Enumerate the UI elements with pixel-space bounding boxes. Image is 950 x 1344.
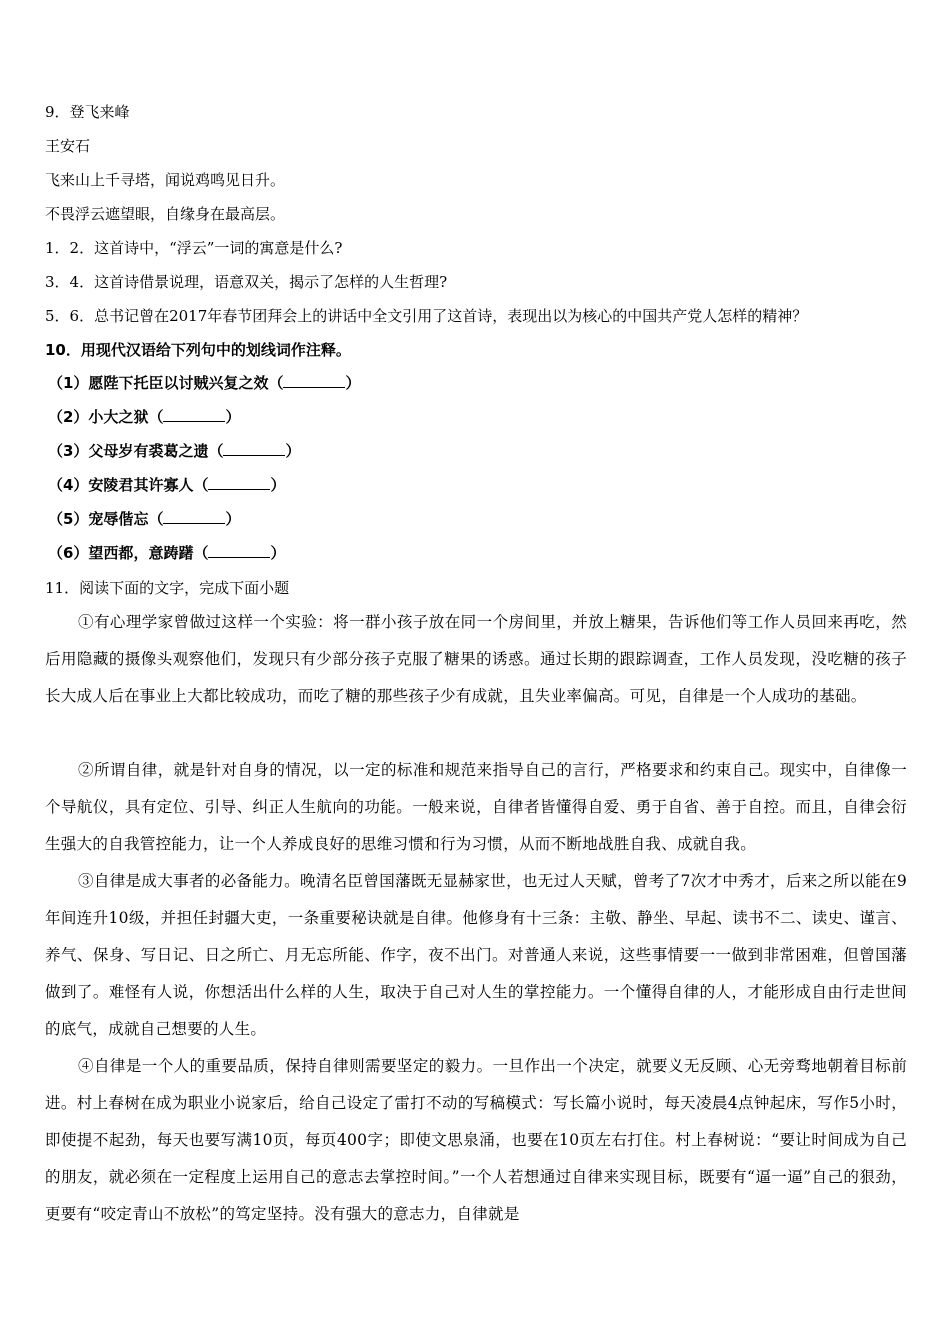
q10-item-close: ） bbox=[225, 408, 241, 426]
q9-subquestion-3: 5．6．总书记曾在2017年春节团拜会上的讲话中全文引用了这首诗，表现出以为核心的中国共产党人怎样的精神？ bbox=[45, 307, 808, 325]
answer-blank[interactable] bbox=[208, 543, 270, 558]
q11-heading: 11．阅读下面的文字，完成下面小题 bbox=[45, 579, 290, 597]
q10-item-text: （3）父母岁有裘葛之遗（ bbox=[48, 442, 224, 460]
q10-item bbox=[48, 373, 360, 393]
passage-paragraph-1: ①有心理学家曾做过这样一个实验：将一群小孩子放在同一个房间里，并放上糖果，告诉他们等工作人员回来再吃，然后用隐藏的摄像头观察他们，发现只有少部分孩子克服了糖果的诱惑。通过长期的跟踪调查，工作人员发现，没吃糖的孩子长大成人后在事业上大都比较成功，而吃了糖的那些孩子少有成就，且失业率偏高。可见，自律是一个人成功的基础。 bbox=[45, 613, 907, 705]
q10-item-text: （6）望西都，意踌躇（ bbox=[48, 544, 209, 562]
q10-heading: 10．用现代汉语给下列句中的划线词作注释。 bbox=[45, 341, 351, 359]
passage-paragraph-3: ③自律是成大事者的必备能力。晚清名臣曾国藩既无显赫家世，也无过人天赋，曾考了7次才中秀才，后来之所以能在9年间连升10级，并担任封疆大吏，一条重要秘诀就是自律。他修身有十三条：主敬、静坐、早起、读书不二、读史、谨言、养气、保身、写日记、日之所亡、月无忘所能、作字，夜不出门。对普通人来说，这些事情要一一做到非常困难，但曾国藩做到了。难怪有人说，你想活出什么样的人生，取决于自己对人生的掌控能力。一个懂得自律的人，才能形成自由行走世间的底气，成就自己想要的人生。 bbox=[45, 872, 907, 1038]
q10-item-close: ） bbox=[270, 476, 286, 494]
answer-blank[interactable] bbox=[208, 475, 270, 490]
poem-line-2: 不畏浮云遮望眼，自缘身在最高层。 bbox=[45, 205, 286, 223]
passage-paragraph-4: ④自律是一个人的重要品质，保持自律则需要坚定的毅力。一旦作出一个决定，就要义无反顾、心无旁骛地朝着目标前进。村上春树在成为职业小说家后，给自己设定了雷打不动的写稿模式：写长篇小说时，每天凌晨4点钟起床，写作5小时，即使提不起劲，每天也要写满10页，每页400字；即使文思泉涌，也要在10页左右打住。村上春树说：“要让时间成为自己的朋友，就必须在一定程度上运用自己的意志去掌控时间。”一个人若想通过自律来实现目标，既要有“逼一逼”自己的狠劲，更要有“咬定青山不放松”的笃定坚持。没有强大的意志力，自律就是 bbox=[45, 1057, 907, 1223]
q10-item bbox=[48, 509, 240, 529]
passage-paragraph-2: ②所谓自律，就是针对自身的情况，以一定的标准和规范来指导自己的言行，严格要求和约束自己。现实中，自律像一个导航仪，具有定位、引导、纠正人生航向的功能。一般来说，自律者皆懂得自爱、勇于自省、善于自控。而且，自律会衍生强大的自我管控能力，让一个人养成良好的思维习惯和行为习惯，从而不断地战胜自我、成就自我。 bbox=[45, 761, 907, 853]
poem-line-1: 飞来山上千寻塔，闻说鸡鸣见日升。 bbox=[45, 171, 286, 189]
q10-item-close: ） bbox=[270, 544, 286, 562]
q10-item-text: （2）小大之狱（ bbox=[48, 408, 164, 426]
q10-item-text: （1）愿陛下托臣以讨贼兴复之效（ bbox=[48, 374, 284, 392]
q10-item-close: ） bbox=[345, 374, 361, 392]
q9-subquestion-1: 1．2．这首诗中，“浮云”一词的寓意是什么? bbox=[45, 239, 343, 257]
poem-author: 王安石 bbox=[45, 137, 91, 155]
q10-item bbox=[48, 407, 240, 427]
answer-blank[interactable] bbox=[223, 441, 285, 456]
q10-item-text: （4）安陵君其许寡人（ bbox=[48, 476, 209, 494]
q10-item-close: ） bbox=[225, 510, 241, 528]
q10-item-close: ） bbox=[285, 442, 301, 460]
q10-item-text: （5）宠辱偕忘（ bbox=[48, 510, 164, 528]
q10-item bbox=[48, 441, 300, 461]
q10-item bbox=[48, 475, 285, 495]
answer-blank[interactable] bbox=[283, 373, 345, 388]
q9-heading: 9．登飞来峰 bbox=[45, 103, 130, 121]
q9-subquestion-2: 3．4．这首诗借景说理，语意双关，揭示了怎样的人生哲理? bbox=[45, 273, 448, 291]
answer-blank[interactable] bbox=[163, 407, 225, 422]
q10-item bbox=[48, 543, 285, 563]
answer-blank[interactable] bbox=[163, 509, 225, 524]
